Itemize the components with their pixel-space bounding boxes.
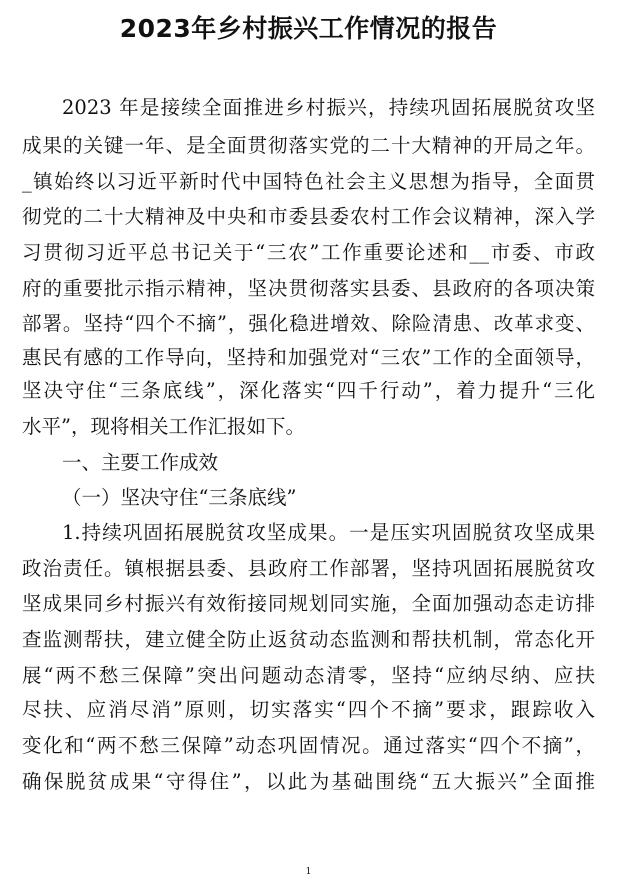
- paragraph-line: 查监测帮扶，建立健全防止返贫动态监测和帮扶机制，常态化开: [22, 628, 595, 651]
- document-title: 2023年乡村振兴工作情况的报告: [119, 14, 498, 43]
- page-number: 1: [305, 867, 312, 877]
- paragraph-line: 习贯彻习近平总书记关于“三农”工作重要论述和__市委、市政: [22, 241, 595, 264]
- paragraph-line: 坚成果同乡村振兴有效衔接同规划同实施，全面加强动态走访排: [22, 592, 595, 615]
- paragraph-line: 展“两不愁三保障”突出问题动态清零，坚持“应纳尽纳、应扶: [22, 664, 595, 687]
- section-heading: 一、主要工作成效: [62, 451, 219, 474]
- paragraph-line: 尽扶、应消尽消”原则，切实落实“四个不摘”要求，跟踪收入: [22, 698, 595, 721]
- paragraph-line: 部署。坚持“四个不摘”，强化稳进增效、除险清患、改革求变、: [22, 312, 595, 335]
- paragraph-line: _镇始终以习近平新时代中国特色社会主义思想为指导，全面贯: [22, 170, 595, 193]
- paragraph-line: 政治责任。镇根据县委、县政府工作部署，坚持巩固拓展脱贫攻: [22, 557, 595, 580]
- paragraph-line: 变化和“两不愁三保障”动态巩固情况。通过落实“四个不摘”，: [22, 734, 595, 757]
- paragraph-line: 彻党的二十大精神及中央和市委县委农村工作会议精神，深入学: [22, 205, 595, 228]
- paragraph-line: 2023 年是接续全面推进乡村振兴，持续巩固拓展脱贫攻坚: [62, 96, 595, 119]
- paragraph-line: 成果的关键一年、是全面贯彻落实党的二十大精神的开局之年。: [22, 134, 595, 157]
- subsection-heading: （一）坚决守住“三条底线”: [62, 486, 297, 509]
- paragraph-line: 水平”，现将相关工作汇报如下。: [22, 415, 305, 438]
- paragraph-line: 确保脱贫成果“守得住”，以此为基础围绕“五大振兴”全面推: [22, 770, 595, 793]
- paragraph-line: 坚决守住“三条底线”，深化落实“四千行动”，着力提升“三化: [22, 379, 595, 402]
- paragraph-line: 府的重要批示指示精神，坚决贯彻落实县委、县政府的各项决策: [22, 277, 595, 300]
- paragraph-line: 1.持续巩固拓展脱贫攻坚成果。一是压实巩固脱贫攻坚成果: [62, 521, 595, 544]
- paragraph-line: 惠民有感的工作导向，坚持和加强党对“三农”工作的全面领导，: [22, 346, 595, 369]
